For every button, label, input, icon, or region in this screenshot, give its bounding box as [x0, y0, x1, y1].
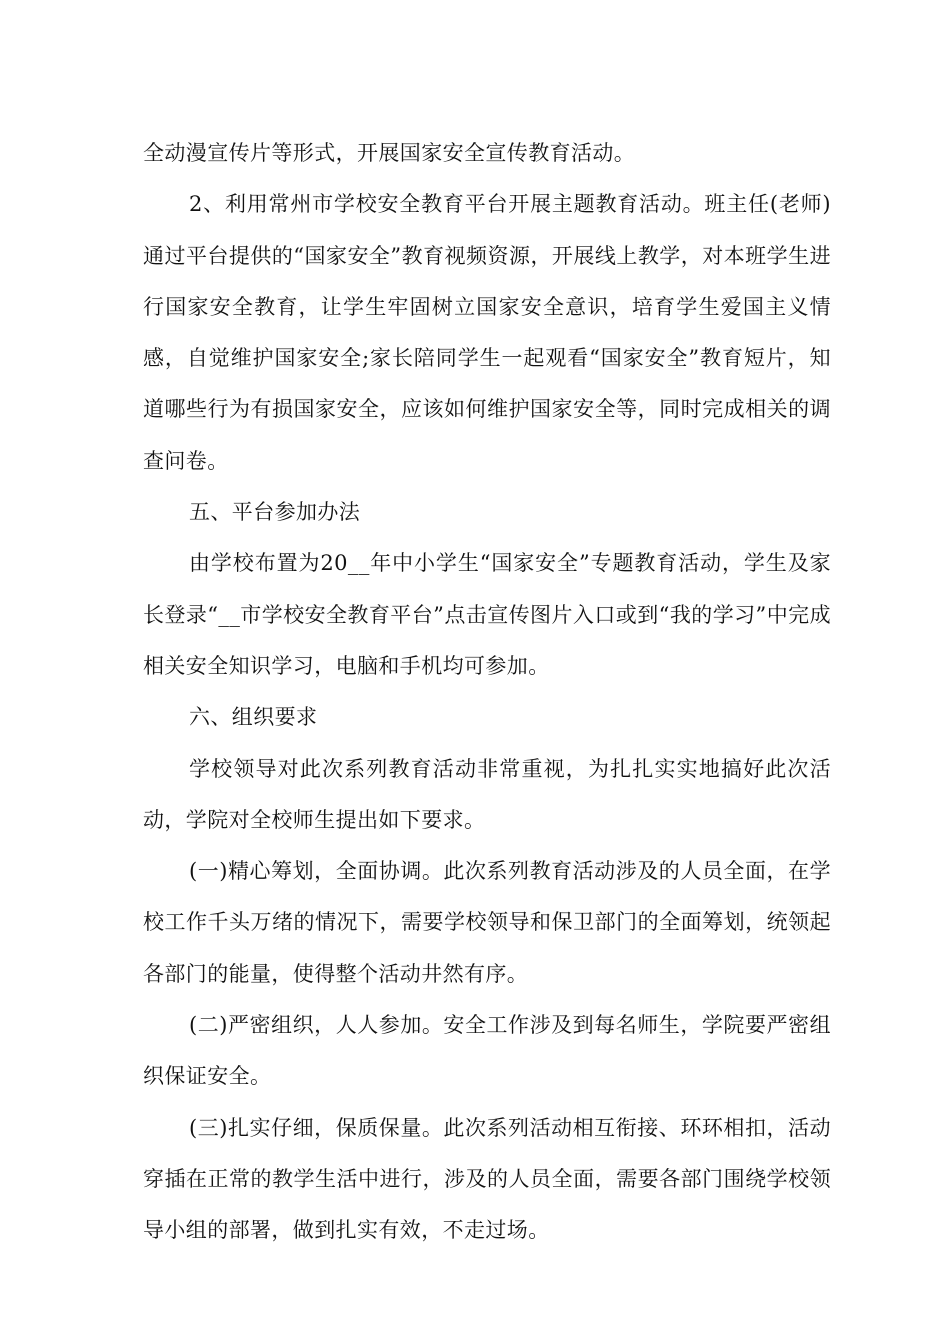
paragraph-participation-method: 由学校布置为20__年中小学生“国家安全”专题教育活动，学生及家长登录“__市学校安全教育平台”点击宣传图片入口或到“我的学习”中完成相关安全知识学习，电脑和手机均可参加。 [143, 551, 831, 678]
paragraph-requirement-1: (一)精心筹划，全面协调。此次系列教育活动涉及的人员全面，在学校工作千头万绪的情况下，需要学校领导和保卫部门的全面筹划，统领起各部门的能量，使得整个活动井然有序。 [143, 859, 831, 986]
paragraph-platform-activity: 2、利用常州市学校安全教育平台开展主题教育活动。班主任(老师)通过平台提供的“国家安全”教育视频资源，开展线上教学，对本班学生进行国家安全教育，让学生牢固树立国家安全意识，培育学生爱国主义情感，自觉维护国家安全;家长陪同学生一起观看“国家安全”教育短片，知道哪些行为有损国家安全，应该如何维护国家安全等，同时完成相关的调查问卷。 [143, 192, 831, 473]
section-heading-organization-requirements: 六、组织要求 [189, 705, 318, 730]
paragraph-requirement-3: (三)扎实仔细，保质保量。此次系列活动相互衔接、环环相扣，活动穿插在正常的教学生活中进行，涉及的人员全面，需要各部门围绕学校领导小组的部署，做到扎实有效，不走过场。 [143, 1115, 831, 1243]
section-heading-platform-participation: 五、平台参加办法 [189, 500, 361, 525]
paragraph-continuation: 全动漫宣传片等形式，开展国家安全宣传教育活动。 [143, 141, 636, 165]
document-body [143, 128, 831, 1257]
paragraph-requirement-2: (二)严密组织，人人参加。安全工作涉及到每名师生，学院要严密组织保证安全。 [143, 1013, 831, 1089]
paragraph-requirements-intro: 学校领导对此次系列教育活动非常重视，为扎扎实实地搞好此次活动，学院对全校师生提出如下要求。 [143, 756, 831, 832]
